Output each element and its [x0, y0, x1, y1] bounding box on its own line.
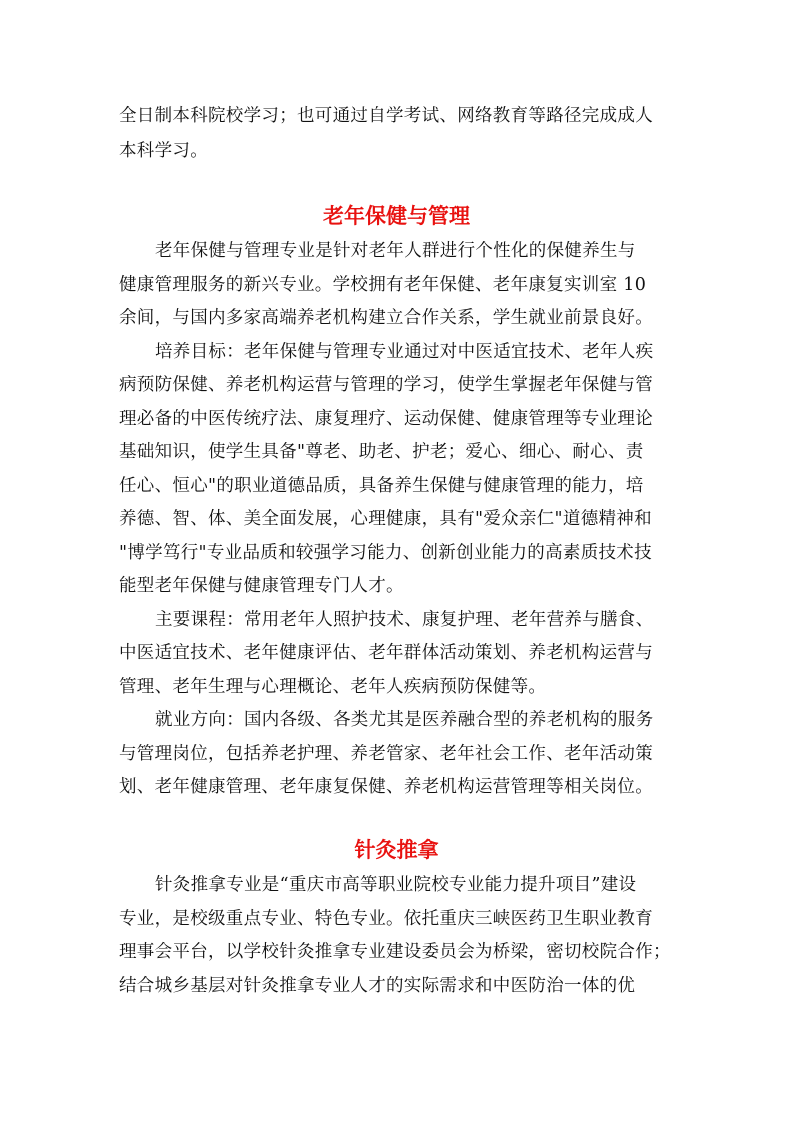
section-heading-elderly-care: 老年保健与管理 — [323, 203, 470, 228]
paragraph-line: 就业方向：国内各级、各类尤其是医养融合型的养老机构的服务 — [155, 710, 654, 730]
paragraph-line: 划、老年健康管理、老年康复保健、养老机构运营管理等相关岗位。 — [119, 777, 653, 797]
paragraph-line: 中医适宜技术、老年健康评估、老年群体活动策划、养老机构运营与 — [119, 643, 653, 663]
section-heading-acupuncture: 针灸推拿 — [354, 837, 439, 862]
paragraph-line: 养德、智、体、美全面发展，心理健康，具有"爱众亲仁"道德精神和 — [119, 509, 652, 529]
intro-line-2: 本科学习。 — [119, 141, 208, 161]
paragraph-line: 与管理岗位，包括养老护理、养老管家、老年社会工作、老年活动策 — [119, 744, 653, 764]
paragraph-line: 老年保健与管理专业是针对老年人群进行个性化的保健养生与 — [155, 241, 636, 261]
paragraph-line: "博学笃行"专业品质和较强学习能力、创新创业能力的高素质技术技 — [119, 543, 652, 563]
paragraph-line: 主要课程：常用老年人照护技术、康复护理、老年营养与膳食、 — [155, 610, 654, 630]
paragraph-line: 任心、恒心"的职业道德品质，具备养生保健与健康管理的能力，培 — [119, 476, 644, 496]
paragraph-line: 余间，与国内多家高端养老机构建立合作关系，学生就业前景良好。 — [119, 308, 653, 328]
paragraph-line: 专业，是校级重点专业、特色专业。依托重庆三峡医药卫生职业教育 — [119, 909, 653, 929]
paragraph-line: 病预防保健、养老机构运营与管理的学习，使学生掌握老年保健与管 — [119, 375, 653, 395]
paragraph-line: 培养目标：老年保健与管理专业通过对中医适宜技术、老年人疾 — [155, 342, 654, 362]
paragraph-line: 结合城乡基层对针灸推拿专业人才的实际需求和中医防治一体的优 — [119, 976, 636, 996]
paragraph-line: 管理、老年生理与心理概论、老年人疾病预防保健等。 — [119, 677, 547, 697]
paragraph-line: 健康管理服务的新兴专业。学校拥有老年保健、老年康复实训室 10 — [119, 275, 647, 295]
paragraph-line: 理事会平台，以学校针灸推拿专业建设委员会为桥梁，密切校院合作； — [119, 942, 671, 962]
paragraph-line: 针灸推拿专业是“重庆市高等职业院校专业能力提升项目”建设 — [155, 875, 637, 895]
paragraph-line: 基础知识，使学生具备"尊老、助老、护老；爱心、细心、耐心、责 — [119, 442, 644, 462]
paragraph-line: 理必备的中医传统疗法、康复理疗、运动保健、健康管理等专业理论 — [119, 409, 653, 429]
intro-line-1: 全日制本科院校学习；也可通过自学考试、网络教育等路径完成成人 — [119, 106, 653, 126]
paragraph-line: 能型老年保健与健康管理专门人才。 — [119, 576, 404, 596]
